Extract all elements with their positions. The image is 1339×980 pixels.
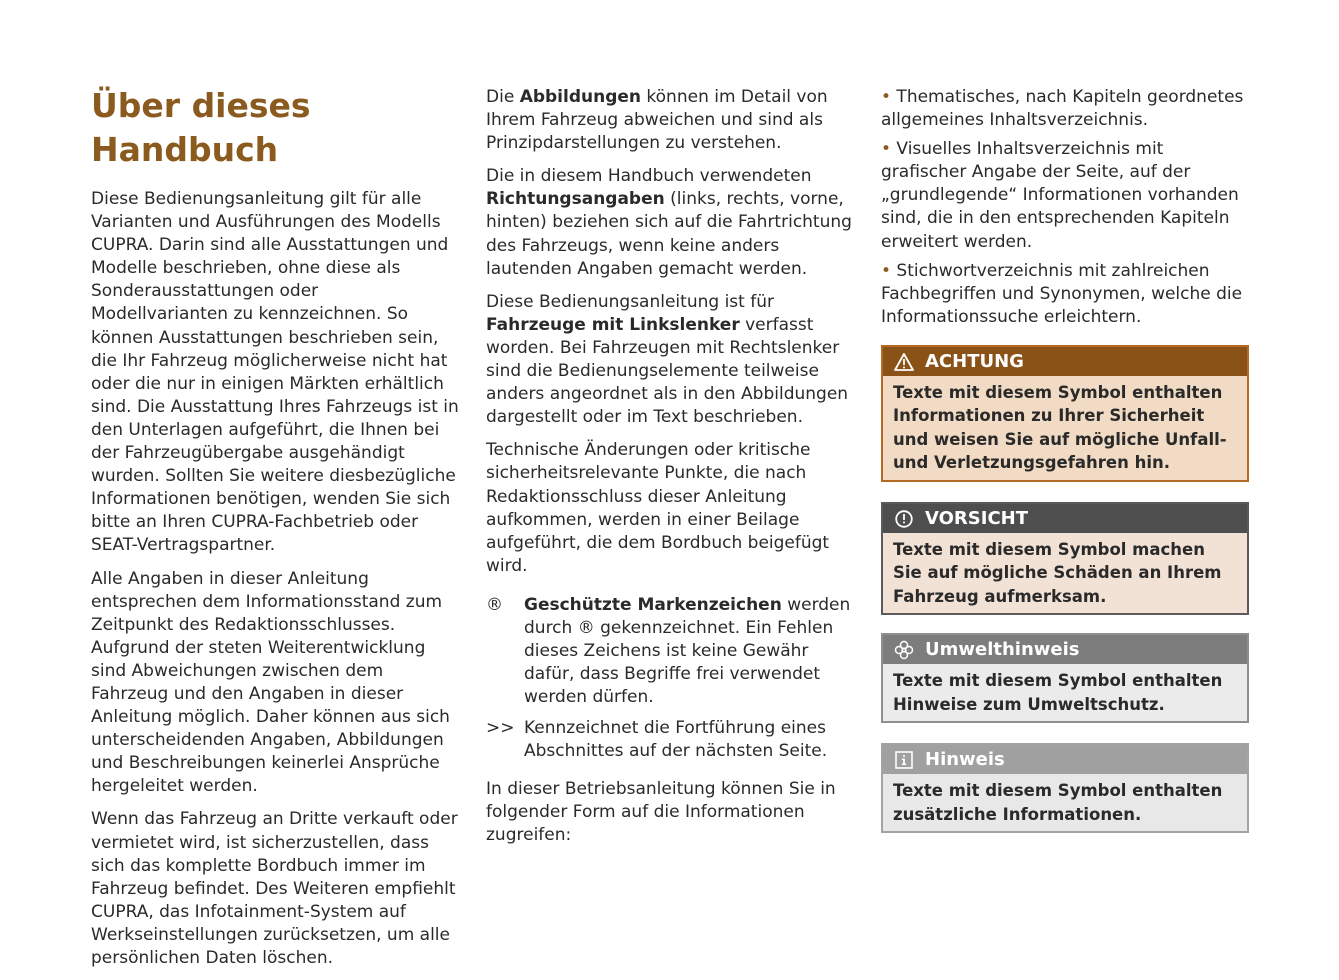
box-text: Texte mit diesem Symbol machen Sie auf mögliche Schäden an Ihrem Fahrzeug aufmerksam.: [883, 533, 1247, 614]
box-title: VORSICHT: [925, 507, 1028, 529]
symbol-row-continuation: >> Kennzeichnet die Fortführung eines Abschnittes auf der nächsten Seite.: [486, 717, 854, 763]
box-title: Hinweis: [925, 749, 1005, 771]
info-icon: [893, 750, 915, 770]
caution-box-vorsicht: [881, 502, 1249, 616]
symbol-list: [486, 594, 854, 764]
bullet-icon: •: [881, 260, 892, 281]
bold-term: Richtungsangaben: [486, 189, 665, 210]
bullet-icon: •: [881, 139, 892, 160]
box-title: Umwelthinweis: [925, 639, 1080, 661]
registered-icon: ®: [486, 594, 503, 615]
double-chevron-icon: >>: [486, 718, 515, 739]
paragraph-illustrations: Die Abbildungen können im Detail von Ihrem Fahrzeug abweichen und sind als Prinzipdarstellungen zu verstehen.: [486, 87, 828, 154]
box-header: [883, 504, 1247, 533]
column-middle: [486, 86, 854, 857]
symbol-row-trademark: ® Geschützte Markenzeichen werden durch ® gekennzeichnet. Ein Fehlen dieses Zeichens ist keine Gewähr dafür, dass Begriffe frei verwendet werden dürfen.: [486, 594, 854, 709]
list-item: • Stichwortverzeichnis mit zahlreichen Fachbegriffen und Synonymen, welche die Informationssuche erleichtern.: [881, 260, 1243, 327]
bullet-icon: •: [881, 87, 892, 107]
box-header: [883, 635, 1247, 664]
paragraph-accuracy: Alle Angaben in dieser Anleitung entsprechen dem Informationsstand zum Zeitpunkt des Redaktionsschlusses. Aufgrund der steten Weiterentwicklung sind Abweichungen zwischen dem Fahrzeug und den Angaben in dieser Anleitung möglich. Daher können aus sich unterscheidenden Angaben, Abbildungen und Beschreibungen keinerlei Ansprüche hergeleitet werden.: [91, 568, 450, 797]
list-item: • Thematisches, nach Kapiteln geordnetes allgemeines Inhaltsverzeichnis.: [881, 87, 1244, 131]
paragraph-left-hand-drive: Diese Bedienungsanleitung ist für Fahrzeuge mit Linkslenker verfasst worden. Bei Fahrzeugen mit Rechtslenker sind die Bedienungselemente teilweise anders angeordnet als in den Abbildungen dargestellt oder im Text beschrieben.: [486, 291, 849, 428]
warning-box-achtung: [881, 345, 1249, 482]
box-title: ACHTUNG: [925, 350, 1024, 372]
exclamation-circle-icon: [893, 509, 915, 529]
paragraph-technical-changes: Technische Änderungen oder kritische sicherheitsrelevante Punkte, die nach Redaktionsschluss dieser Anleitung aufkommen, werden in einer Beilage aufgeführt, die dem Bordbuch beigefügt wird.: [486, 440, 830, 576]
box-header: [883, 347, 1247, 376]
page-title: Über dieses Handbuch: [91, 86, 311, 169]
column-right: [881, 86, 1249, 853]
info-box-hinweis: [881, 743, 1249, 833]
column-left: [91, 84, 459, 980]
environment-box-umwelthinweis: [881, 633, 1249, 723]
box-header: [883, 745, 1247, 774]
bold-term: Fahrzeuge mit Linkslenker: [486, 314, 740, 335]
flower-icon: [893, 640, 915, 660]
box-text: Texte mit diesem Symbol enthalten Hinweise zum Umweltschutz.: [883, 664, 1247, 721]
warning-triangle-icon: [893, 352, 915, 372]
box-text: Texte mit diesem Symbol enthalten Informationen zu Ihrer Sicherheit und weisen Sie auf mögliche Unfall- und Verletzungsgefahren hin.: [883, 376, 1247, 480]
paragraph-scope: Diese Bedienungsanleitung gilt für alle Varianten und Ausführungen des Modells CUPRA. Darin sind alle Ausstattungen und Modelle beschrieben, ohne diese als Sonderausstattungen oder Modellvarianten zu kennzeichnen. So können Ausstattungen beschrieben sein, die Ihr Fahrzeug möglicherweise nicht hat oder die nur in einigen Märkten erhältlich sind. Die Ausstattung Ihres Fahrzeugs ist in den Unterlagen aufgeführt, die Ihnen bei der Fahrzeugübergabe ausgehändigt wurden. Sollten Sie weitere diesbezügliche Informationen benötigen, wenden Sie sich bitte an Ihren CUPRA-Fachbetrieb oder SEAT-Vertragspartner.: [91, 189, 459, 556]
paragraph-resale: Wenn das Fahrzeug an Dritte verkauft oder vermietet wird, ist sicherzustellen, dass sich das komplette Bordbuch immer im Fahrzeug befindet. Des Weiteren empfiehlt CUPRA, das Infotainment-System auf Werkseinstellungen zurücksetzen, um alle persönlichen Daten löschen.: [91, 809, 458, 968]
box-text: Texte mit diesem Symbol enthalten zusätzliche Informationen.: [883, 774, 1247, 831]
paragraph-directions: Die in diesem Handbuch verwendeten Richtungsangaben (links, rechts, vorne, hinten) beziehen sich auf die Fahrtrichtung des Fahrzeugs, wenn keine anders lautenden Angaben gemacht werden.: [486, 166, 852, 279]
bold-term: Abbildungen: [519, 87, 642, 107]
paragraph-access-info: In dieser Betriebsanleitung können Sie in folgender Form auf die Informationen zugreifen:: [486, 778, 836, 845]
list-item: • Visuelles Inhaltsverzeichnis mit grafischer Angabe der Seite, auf der „grundlegende“ Informationen vorhanden sind, die in den entsprechenden Kapiteln erweitert werden.: [881, 139, 1239, 252]
